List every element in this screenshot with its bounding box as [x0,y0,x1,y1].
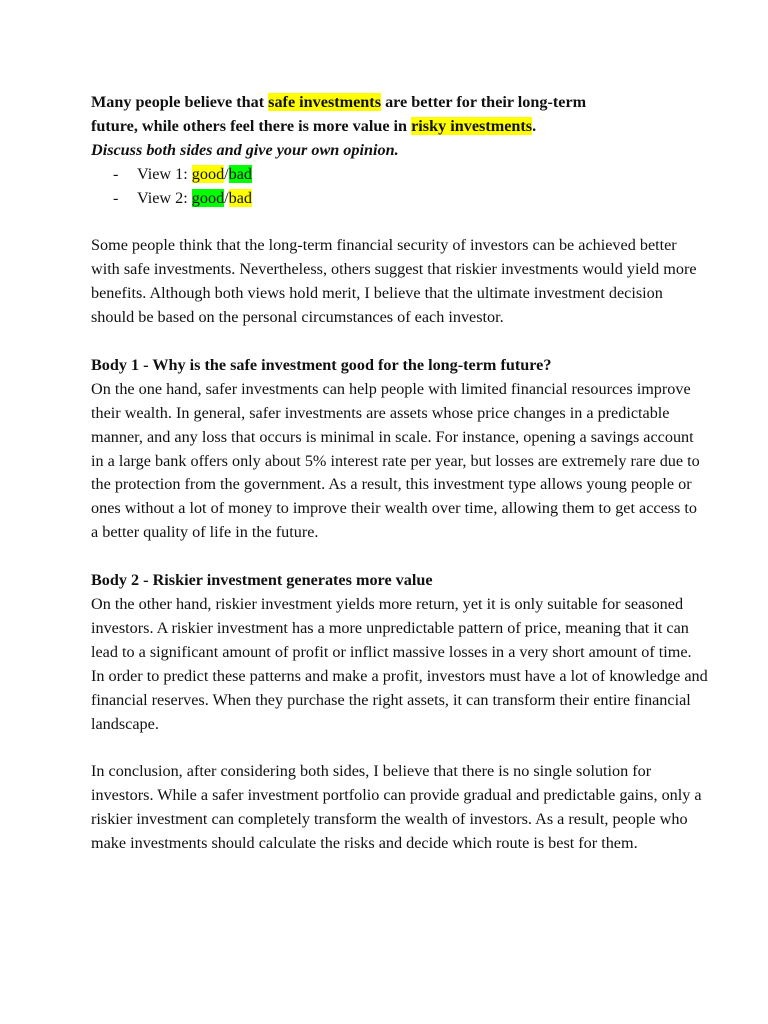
body1-heading: Body 1 - Why is the safe investment good for the long-term future? [91,355,552,374]
prompt-text: Many people believe that [91,93,269,111]
spacer [91,330,708,354]
conclusion-paragraph: In conclusion, after considering both sides, I believe that there is no single solution for investors. While a safer investment portfolio can provide gradual and predictable gains, only a riskier investment can completely transform the wealth of investors. As a result, people who make investments should calculate the risks and decide which route is best for them. [91,762,702,853]
prompt-text: are better for their long-term [381,93,587,111]
body1-paragraph: On the one hand, safer investments can help people with limited financial resources improve their wealth. In general, safer investments are assets whose price changes in a predictable manner, and any loss that occurs is minimal in scale. For instance, opening a savings account in a large bank offers only about 5% interest rate per year, but losses are extremely rare due to the protection from the government. As a result, this investment type allows young people or ones without a lot of money to improve their wealth over time, allowing them to get access to a better quality of life in the future. [91,379,700,542]
view-good: good [191,188,225,207]
spacer [91,211,708,235]
prompt-line-1 [91,91,708,115]
prompt-text: . [532,116,537,135]
views-list [91,163,708,211]
body2-heading: Body 2 - Riskier investment generates more value [91,571,433,590]
highlight-risky-investments: risky investments [411,116,533,135]
view-good: good [191,164,225,183]
view-item-2 [91,187,708,211]
essay-prompt [91,91,708,163]
highlight-safe-investments: safe investments [268,93,382,111]
view-label: View 2: [137,188,192,207]
prompt-instruction: Discuss both sides and give your own opinion. [91,140,399,159]
view-separator: / [224,188,229,207]
view-bad: bad [228,164,253,183]
spacer [91,736,708,760]
prompt-text: future, while others feel there is more value in [91,116,412,135]
introduction-paragraph: Some people think that the long-term financial security of investors can be achieved better with safe investments. Nevertheless, others suggest that riskier investments would yield more benefits. Although both views hold merit, I believe that the ultimate investment decision should be based on the personal circumstances of each investor. [91,236,697,327]
view-bad: bad [228,188,253,207]
spacer [91,545,708,569]
view-item-1 [91,163,708,187]
prompt-line-2 [91,115,708,139]
view-label: View 1: [137,164,192,183]
list-dash: - [113,188,119,207]
list-dash: - [113,164,119,183]
view-separator: / [224,164,229,183]
body2-paragraph: On the other hand, riskier investment yields more return, yet it is only suitable for seasoned investors. A riskier investment has a more unpredictable pattern of price, meaning that it can lead to a significant amount of profit or inflict massive losses in a very short amount of time. In order to predict these patterns and make a profit, investors must have a lot of knowledge and financial reserves. When they purchase the right assets, it can transform their entire financial landscape. [91,594,708,733]
